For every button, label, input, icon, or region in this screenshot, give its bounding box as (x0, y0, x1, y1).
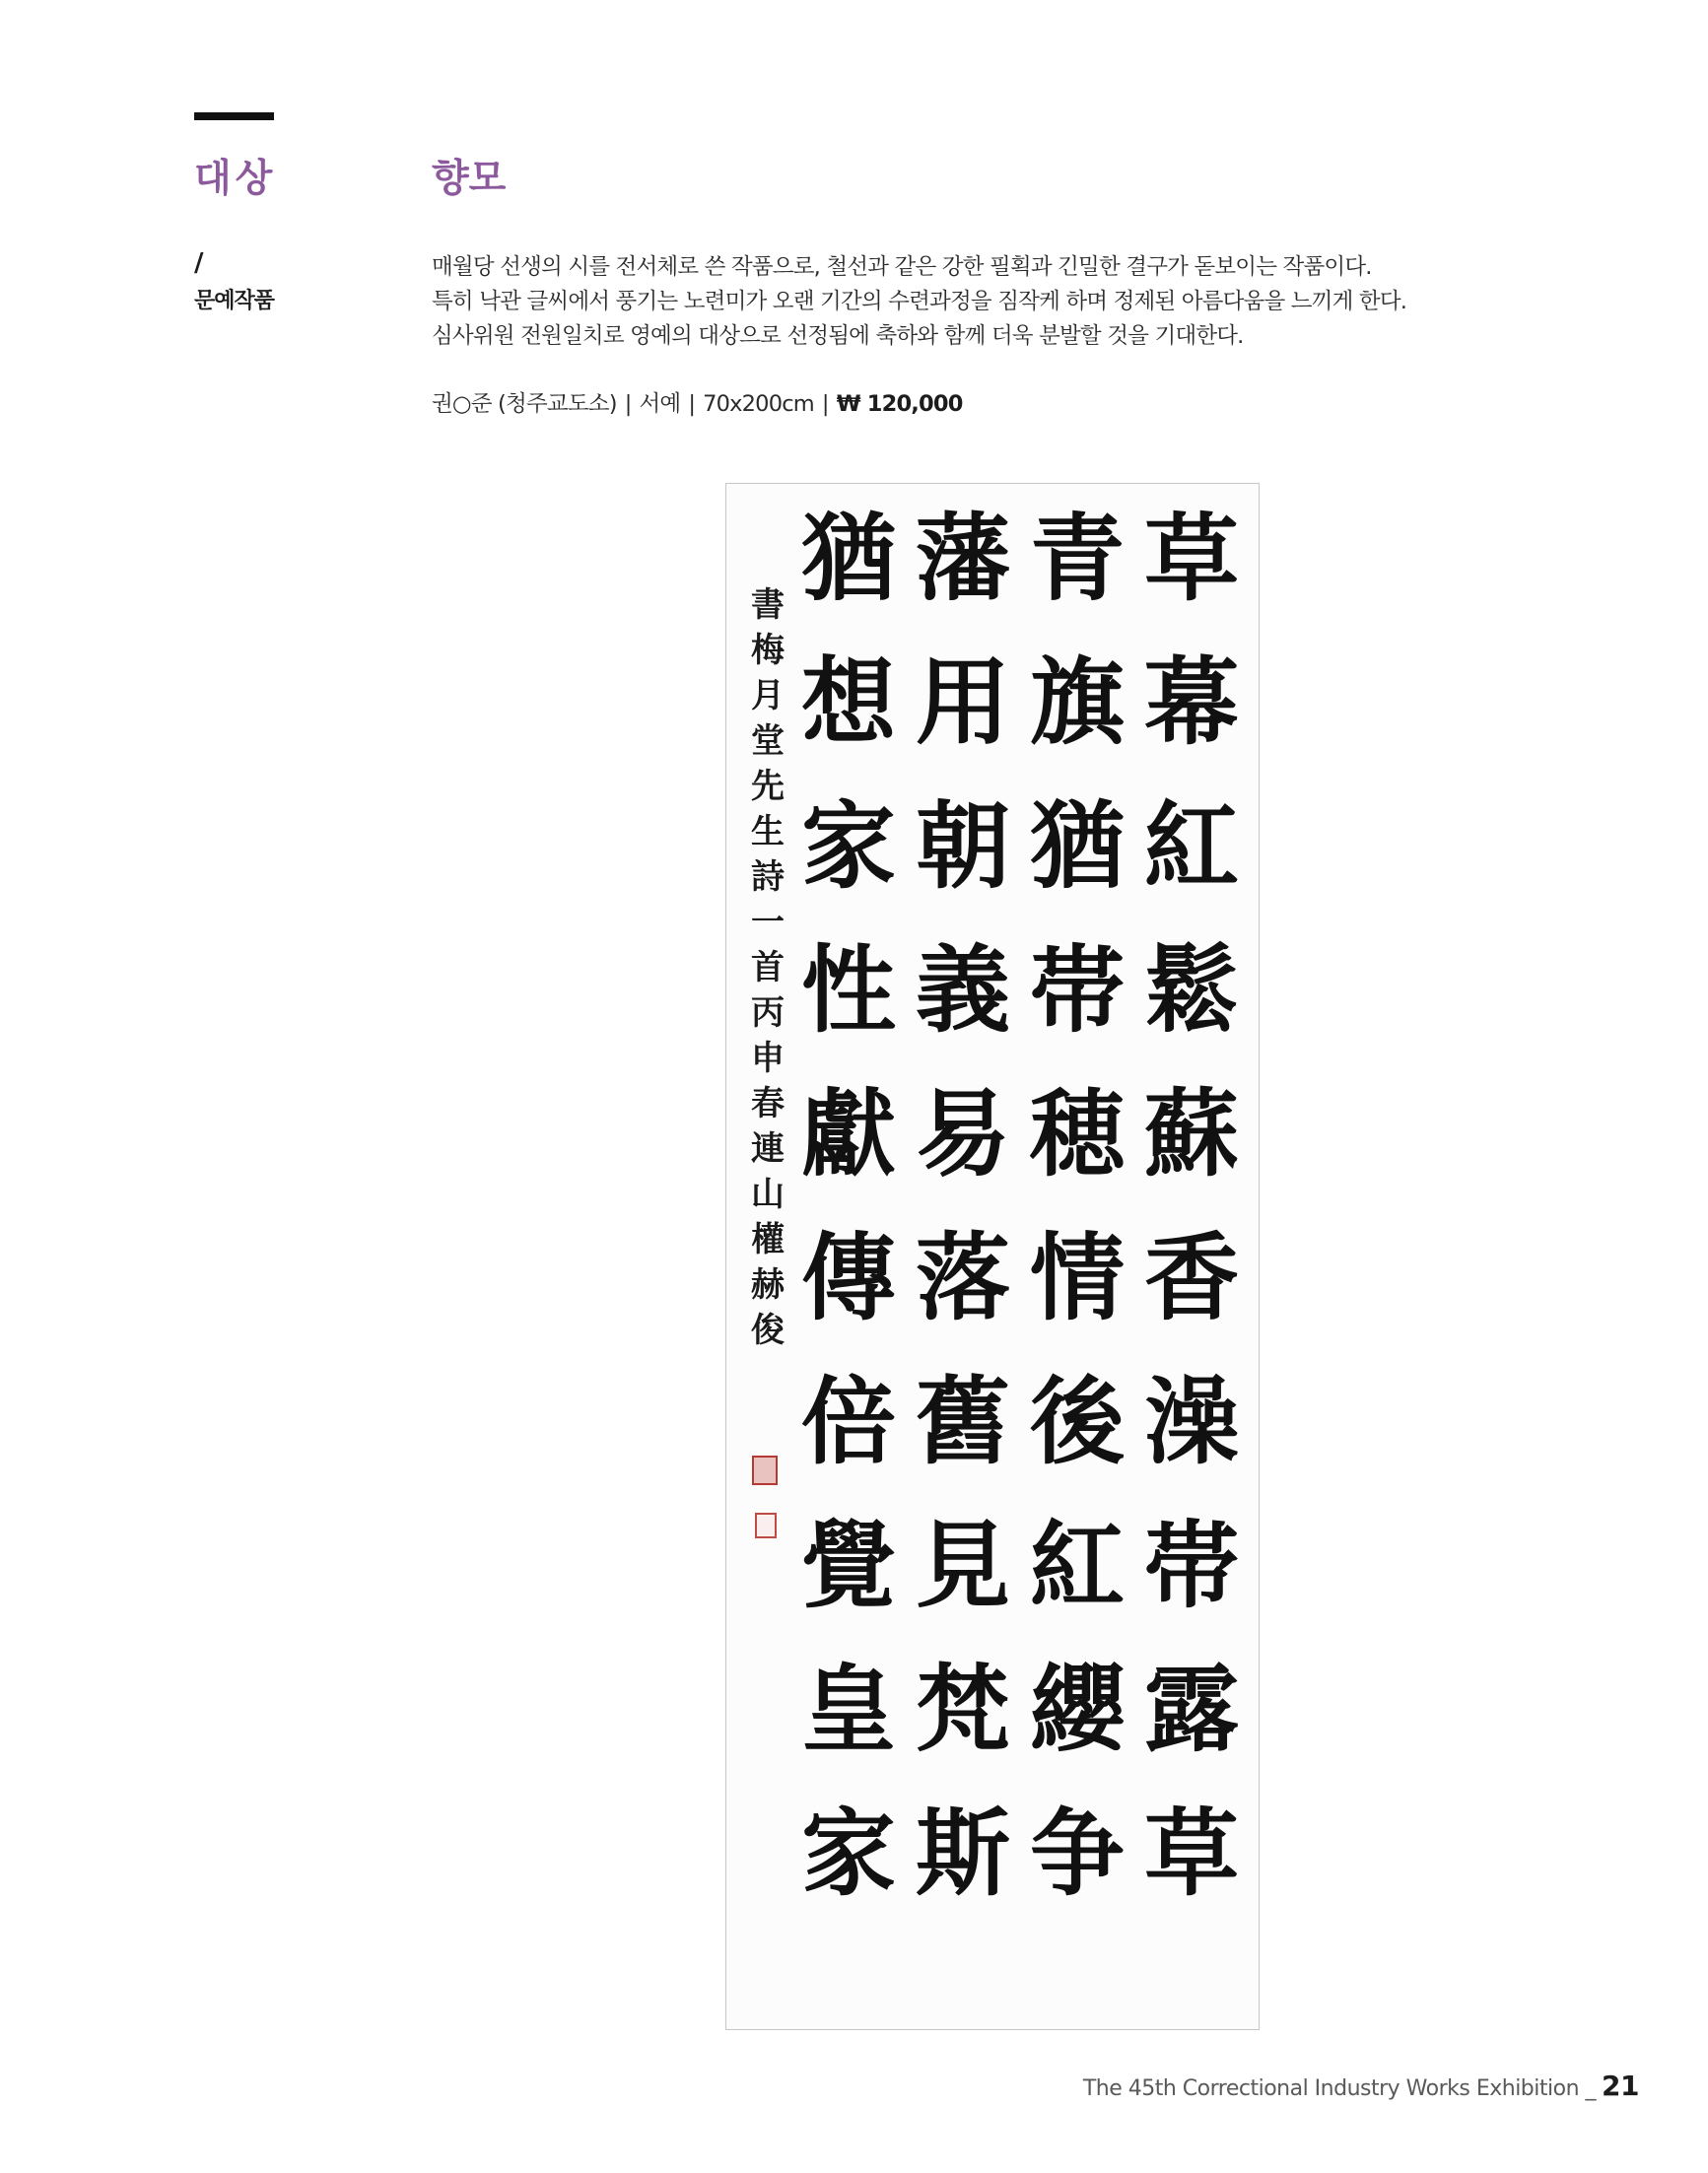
signature-inscription (748, 582, 787, 1353)
category-label: 문예작품 (194, 289, 275, 313)
inscription-character: 申 (751, 1039, 785, 1078)
meta-separator: | (821, 391, 829, 417)
poem-character: 争 (1030, 1798, 1125, 1909)
inscription-character: 春 (751, 1084, 785, 1123)
artwork-title: 향모 (432, 157, 507, 201)
page-number: 21 (1602, 2070, 1639, 2102)
meta-separator: | (624, 391, 632, 417)
inscription-character: 先 (751, 767, 785, 806)
inscription-character: 書 (751, 585, 785, 625)
poem-character: 傳 (801, 1222, 896, 1333)
category-slash: / (194, 248, 204, 278)
inscription-character: 連 (751, 1129, 785, 1169)
poem-character: 草 (1144, 1798, 1239, 1909)
calligraphy-artwork (725, 483, 1260, 2030)
poem-character: 猶 (801, 503, 896, 614)
inscription-character: 赫 (751, 1265, 785, 1305)
artist-seal-stamp (752, 1456, 778, 1485)
poem-character: 皇 (801, 1654, 896, 1765)
inscription-character: 堂 (751, 721, 785, 761)
artwork-size: 70x200cm (703, 391, 814, 417)
poem-character: 易 (916, 1078, 1010, 1189)
poem-character: 用 (916, 646, 1010, 758)
inscription-character: 丙 (751, 993, 785, 1033)
header-rule (194, 112, 274, 120)
inscription-character: 生 (751, 812, 785, 851)
inscription-character: 一 (751, 903, 785, 942)
poem-character: 獻 (801, 1078, 896, 1189)
poem-character: 幕 (1144, 646, 1239, 758)
review-description (432, 250, 1516, 354)
poem-character: 香 (1144, 1222, 1239, 1333)
description-line: 심사위원 전원일치로 영예의 대상으로 선정됨에 축하와 함께 더욱 분발할 것을 기대한다. (432, 323, 1244, 349)
poem-character: 穂 (1030, 1078, 1125, 1189)
inscription-character: 山 (751, 1175, 785, 1214)
poem-character: 鬆 (1144, 934, 1239, 1046)
poem-character: 朝 (916, 790, 1010, 902)
poem-character: 斯 (916, 1798, 1010, 1909)
poem-character: 纓 (1030, 1654, 1125, 1765)
poem-character: 落 (916, 1222, 1010, 1333)
poem-character: 義 (916, 934, 1010, 1046)
poem-column (793, 503, 904, 1950)
artist-name: 권○준 (청주교도소) (432, 391, 617, 417)
poem-character: 家 (801, 790, 896, 902)
poem-character: 覺 (801, 1510, 896, 1621)
poem-character: 舊 (916, 1366, 1010, 1477)
poem-character: 想 (801, 646, 896, 758)
poem-character: 情 (1030, 1222, 1125, 1333)
inscription-character: 梅 (751, 631, 785, 670)
poem-character: 帯 (1030, 934, 1125, 1046)
poem-character: 紅 (1144, 790, 1239, 902)
artwork-meta (432, 386, 963, 418)
poem-column (908, 503, 1018, 1950)
poem-character: 澡 (1144, 1366, 1239, 1477)
award-label: 대상 (194, 157, 277, 201)
inscription-character: 月 (751, 676, 785, 715)
poem-column (1022, 503, 1132, 1950)
meta-separator: | (688, 391, 696, 417)
exhibition-title: The 45th Correctional Industry Works Exhibition _ (1082, 2076, 1597, 2101)
poem-character: 紅 (1030, 1510, 1125, 1621)
description-line: 특히 낙관 글씨에서 풍기는 노련미가 오랜 기간의 수련과정을 짐작케 하며 정제된 아름다움을 느끼게 한다. (432, 289, 1407, 314)
artwork-price: ₩ 120,000 (836, 391, 963, 417)
poem-character: 性 (801, 934, 896, 1046)
poem-character: 青 (1030, 503, 1125, 614)
poem-character: 梵 (916, 1654, 1010, 1765)
secondary-seal-stamp (755, 1513, 777, 1538)
poem-character: 草 (1144, 503, 1239, 614)
poem-character: 藩 (916, 503, 1010, 614)
inscription-character: 首 (751, 948, 785, 987)
poem-character: 倍 (801, 1366, 896, 1477)
page-footer (1083, 2070, 1639, 2102)
inscription-character: 權 (751, 1220, 785, 1259)
poem-character: 猶 (1030, 790, 1125, 902)
artwork-medium: 서예 (639, 391, 681, 417)
poem-character: 旗 (1030, 646, 1125, 758)
description-line: 매월당 선생의 시를 전서체로 쓴 작품으로, 철선과 같은 강한 필획과 긴밀한 결구가 돋보이는 작품이다. (432, 254, 1372, 280)
poem-column (1136, 503, 1247, 1950)
poem-character: 見 (916, 1510, 1010, 1621)
poem-character: 家 (801, 1798, 896, 1909)
poem-character: 露 (1144, 1654, 1239, 1765)
poem-character: 蘇 (1144, 1078, 1239, 1189)
inscription-character: 俊 (751, 1311, 785, 1350)
poem-character: 帯 (1144, 1510, 1239, 1621)
inscription-character: 詩 (751, 857, 785, 897)
poem-character: 後 (1030, 1366, 1125, 1477)
